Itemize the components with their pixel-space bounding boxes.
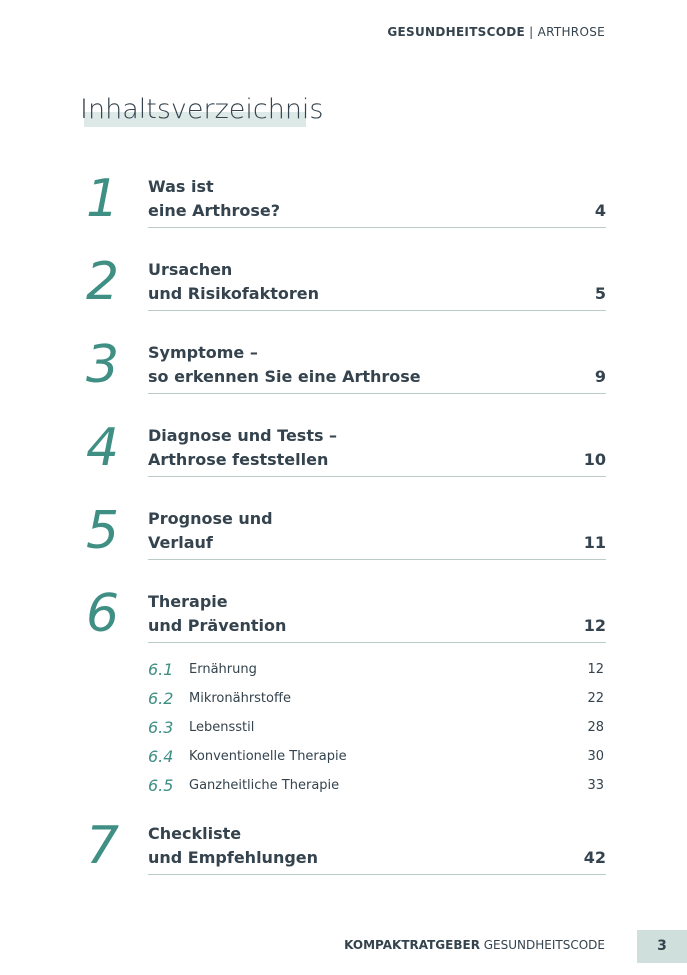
divider — [148, 310, 606, 311]
subsection-page: 33 — [587, 778, 604, 793]
toc-subentry[interactable] — [148, 659, 604, 681]
toc-subentry[interactable] — [148, 775, 604, 797]
chapter-title-line1: Prognose und — [148, 509, 273, 528]
subsection-number: 6.5 — [148, 776, 174, 795]
divider — [148, 559, 606, 560]
subsection-title: Mikronährstoffe — [189, 691, 291, 706]
toc-subentry[interactable] — [148, 717, 604, 739]
divider — [148, 393, 606, 394]
chapter-title — [148, 822, 318, 870]
chapter-title-line1: Checkliste — [148, 824, 242, 843]
chapter-number: 2 — [86, 252, 120, 312]
chapter-title-line2: und Empfehlungen — [148, 848, 319, 867]
chapter-title — [148, 258, 319, 306]
divider — [148, 476, 606, 477]
chapter-page: 4 — [594, 201, 606, 220]
chapter-title-line1: Ursachen — [148, 260, 233, 279]
chapter-title — [148, 507, 273, 555]
divider — [148, 227, 606, 228]
toc-entry[interactable] — [80, 252, 606, 318]
toc-entry[interactable] — [80, 169, 606, 235]
chapter-title — [148, 175, 280, 223]
running-footer — [344, 938, 605, 952]
subsection-title: Lebensstil — [189, 720, 255, 735]
chapter-title — [148, 341, 421, 389]
subsection-number: 6.1 — [148, 660, 174, 679]
chapter-title-line1: Therapie — [148, 592, 228, 611]
chapter-page: 12 — [583, 616, 606, 635]
footer-brand: KOMPAKTRATGEBER — [344, 938, 480, 952]
chapter-page: 42 — [583, 848, 606, 867]
chapter-title-line2: so erkennen Sie eine Arthrose — [148, 367, 421, 386]
toc-entry[interactable] — [80, 501, 606, 567]
chapter-title-line2: und Prävention — [148, 616, 287, 635]
chapter-title-line2: eine Arthrose? — [148, 201, 280, 220]
header-separator: | — [525, 25, 538, 39]
running-header — [387, 25, 605, 39]
chapter-number: 6 — [86, 584, 120, 644]
chapter-title-line2: Verlauf — [148, 533, 213, 552]
subsection-title: Konventionelle Therapie — [189, 749, 347, 764]
chapter-number: 1 — [86, 169, 120, 229]
chapter-page: 10 — [583, 450, 606, 469]
toc-subentry[interactable] — [148, 688, 604, 710]
subsection-page: 22 — [587, 691, 604, 706]
chapter-title-line1: Was ist — [148, 177, 214, 196]
toc-subentry[interactable] — [148, 746, 604, 768]
chapter-number: 5 — [86, 501, 120, 561]
header-topic: ARTHROSE — [537, 25, 605, 39]
subsection-number: 6.3 — [148, 718, 174, 737]
chapter-title — [148, 424, 337, 472]
page-title: Inhaltsverzeichnis — [80, 94, 324, 125]
subsection-number: 6.2 — [148, 689, 174, 708]
footer-text: GESUNDHEITSCODE — [479, 938, 605, 952]
chapter-number: 3 — [86, 335, 120, 395]
chapter-number: 7 — [86, 816, 120, 876]
chapter-title-line1: Diagnose und Tests – — [148, 426, 338, 445]
subsection-page: 28 — [587, 720, 604, 735]
chapter-title-line2: und Risikofaktoren — [148, 284, 319, 303]
subsection-title: Ernährung — [189, 662, 257, 677]
chapter-title-line1: Symptome – — [148, 343, 258, 362]
toc-entry[interactable] — [80, 335, 606, 401]
header-brand: GESUNDHEITSCODE — [387, 25, 525, 39]
chapter-page: 11 — [583, 533, 606, 552]
chapter-page: 9 — [594, 367, 606, 386]
subsection-page: 12 — [587, 662, 604, 677]
page-number: 3 — [637, 930, 687, 963]
subsection-number: 6.4 — [148, 747, 174, 766]
chapter-page: 5 — [594, 284, 606, 303]
chapter-title-line2: Arthrose feststellen — [148, 450, 329, 469]
divider — [148, 874, 606, 875]
toc-entry[interactable] — [80, 418, 606, 484]
toc-entry[interactable] — [80, 816, 606, 882]
divider — [148, 642, 606, 643]
chapter-title — [148, 590, 286, 638]
toc-entry[interactable] — [80, 584, 606, 650]
subsection-page: 30 — [587, 749, 604, 764]
chapter-number: 4 — [86, 418, 120, 478]
subsection-title: Ganzheitliche Therapie — [189, 778, 340, 793]
